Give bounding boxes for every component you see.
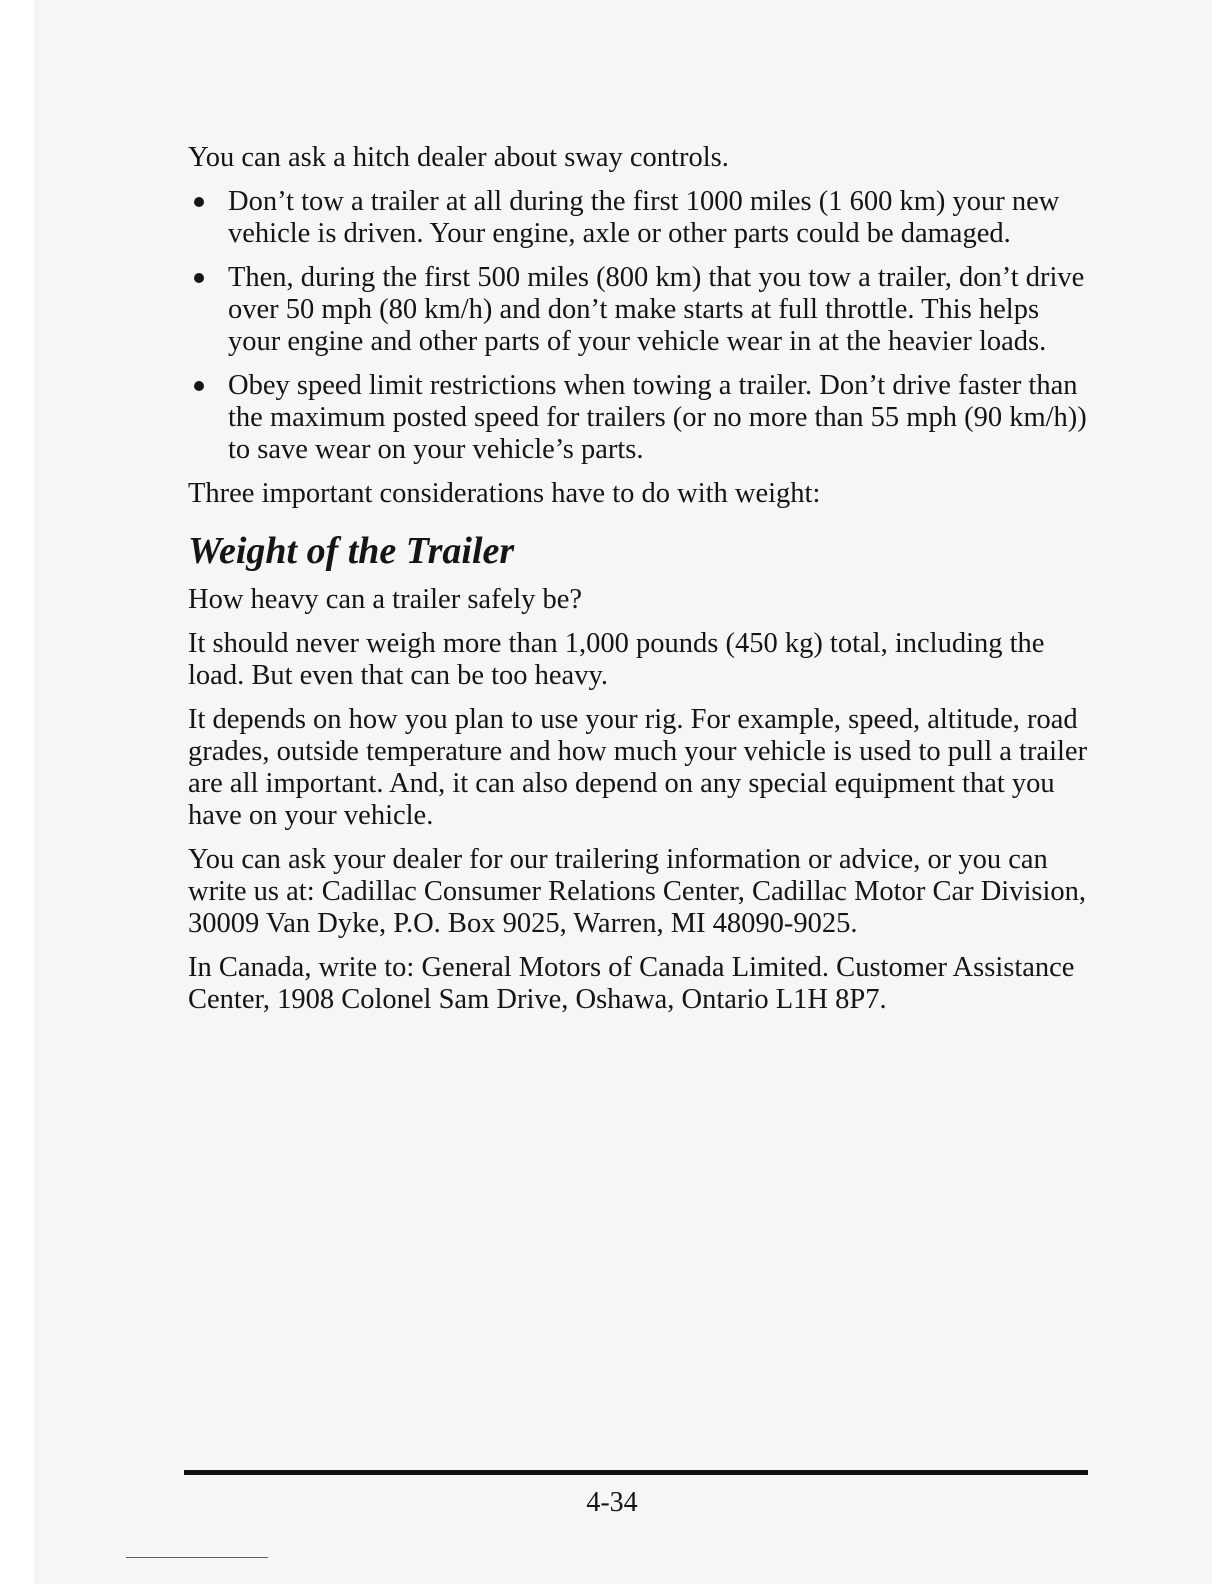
section-heading: Weight of the Trailer xyxy=(188,530,515,572)
bullet-text: Don’t tow a trailer at all during the first 1000 miles (1 600 km) your new vehicle is driven. Your engine, axle or other parts could be damaged. xyxy=(228,186,1060,249)
bullet-item xyxy=(188,262,1098,358)
bullet-item xyxy=(188,370,1098,466)
bullet-text: Obey speed limit restrictions when towing a trailer. Don’t drive faster than the maximum posted speed for trailers (or no more than 55 mph (90 km/h)) to save wear on your vehicle’s parts. xyxy=(228,370,1087,465)
body-paragraph: It depends on how you plan to use your rig. For example, speed, altitude, road grades, outside temperature and how much your vehicle is used to pull a trailer are all important. And, it can also depend on any special equipment that you have on your vehicle. xyxy=(188,704,1088,831)
body-paragraph: It should never weigh more than 1,000 pounds (450 kg) total, including the load. But even that can be too heavy. xyxy=(188,628,1045,691)
bullet-icon xyxy=(194,273,204,283)
body-paragraph: You can ask your dealer for our trailering information or advice, or you can write us at: Cadillac Consumer Relations Center, Cadillac Motor Car Division, 30009 Van Dyke, P.O. Box 9025, Warren, MI 48090-9025. xyxy=(188,844,1087,939)
considerations-paragraph: Three important considerations have to do with weight: xyxy=(188,478,821,509)
bullet-item xyxy=(188,186,1098,250)
footer-rule xyxy=(184,1470,1088,1475)
bullet-icon xyxy=(194,197,204,207)
footer-link-underline xyxy=(126,1557,268,1558)
bullet-text: Then, during the first 500 miles (800 km) that you tow a trailer, don’t drive over 50 mph (80 km/h) and don’t make starts at full throttle. This helps your engine and other parts of your vehicle wear in at the heavier loads. xyxy=(228,262,1085,357)
bullet-list xyxy=(188,186,1098,466)
body-paragraph: How heavy can a trailer safely be? xyxy=(188,584,583,615)
page-content xyxy=(188,142,1098,1028)
body-paragraph: In Canada, write to: General Motors of Canada Limited. Customer Assistance Center, 1908 Colonel Sam Drive, Oshawa, Ontario L1H 8P7. xyxy=(188,952,1075,1015)
bullet-icon xyxy=(194,381,204,391)
page-number: 4-34 xyxy=(586,1487,638,1518)
intro-paragraph: You can ask a hitch dealer about sway controls. xyxy=(188,142,729,173)
